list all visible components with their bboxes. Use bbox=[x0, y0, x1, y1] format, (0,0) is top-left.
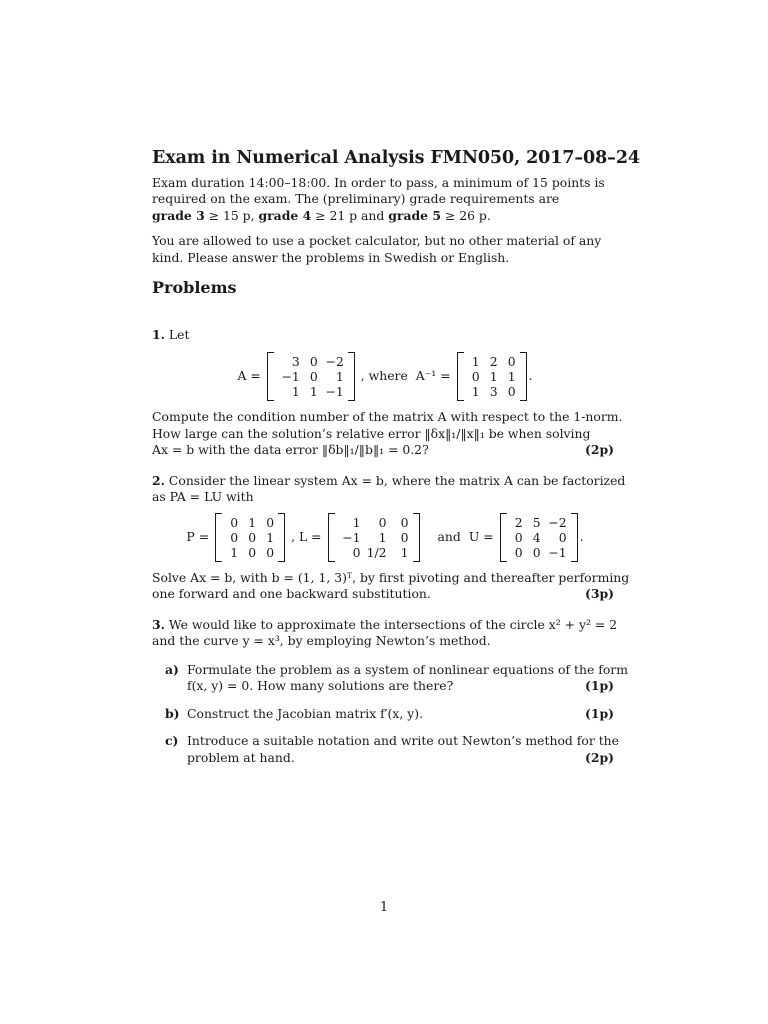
rules-line: kind. Please answer the problems in Swedish or English. bbox=[152, 249, 510, 265]
matrix-cell: 1 bbox=[230, 544, 239, 560]
matrix-cell: 0 bbox=[248, 544, 257, 560]
subproblem-tag: a) bbox=[165, 661, 179, 677]
and-text: and bbox=[437, 528, 461, 544]
matrix-cell: 1 bbox=[335, 369, 344, 384]
matrix-a-label: A = bbox=[237, 368, 261, 384]
problem-number: 1. bbox=[152, 326, 165, 342]
matrix-cell: 0 bbox=[248, 529, 257, 545]
problem-text: as PA = LU with bbox=[152, 489, 254, 504]
matrix-p bbox=[215, 513, 285, 562]
matrix-cell: 0 bbox=[230, 529, 239, 545]
problem-number: 3. bbox=[152, 616, 165, 632]
matrix-cell: −2 bbox=[325, 354, 344, 369]
grade-5-req: ≥ 26 p. bbox=[440, 207, 491, 223]
matrix-a bbox=[267, 352, 355, 401]
matrix-p-label: P = bbox=[186, 528, 210, 544]
problem-text: Ax = b with the data error ‖δb‖₁/‖b‖₁ = 0.2? bbox=[152, 442, 429, 457]
matrix-cell: 0 bbox=[378, 514, 387, 530]
matrix-cell: 1 bbox=[378, 529, 387, 545]
problem-2 bbox=[152, 472, 630, 603]
matrix-cell: 0 bbox=[230, 514, 239, 530]
matrix-u-label: U = bbox=[468, 528, 494, 544]
intro-line: required on the exam. The (preliminary) grade requirements are bbox=[152, 191, 560, 206]
matrix-cell: 1 bbox=[248, 514, 257, 530]
subproblem-a bbox=[152, 661, 628, 695]
problem-text: Consider the linear system Ax = b, where the matrix A can be factorized bbox=[168, 472, 626, 488]
intro-line: Exam duration 14:00–18:00. In order to pass, a minimum of 15 points is bbox=[152, 174, 605, 190]
matrix-cell: −2 bbox=[548, 514, 567, 530]
exam-page bbox=[152, 148, 640, 766]
grade-3-label: grade 3 bbox=[152, 207, 205, 223]
equation-row bbox=[152, 513, 614, 562]
matrix-cell: 0 bbox=[514, 544, 523, 560]
matrix-cell: 2 bbox=[514, 514, 523, 530]
points-label: (1p) bbox=[584, 678, 614, 693]
subproblem-text: problem at hand. bbox=[187, 749, 295, 765]
problem-1 bbox=[152, 326, 623, 459]
rules-paragraph bbox=[152, 233, 614, 266]
subproblem-tag: b) bbox=[165, 705, 180, 721]
problem-text: one forward and one backward substitution. bbox=[152, 586, 431, 601]
subproblem-tag: c) bbox=[165, 733, 179, 748]
equation-end: . bbox=[579, 528, 584, 544]
matrix-cell: 0 bbox=[309, 354, 318, 369]
problem-text: Compute the condition number of the matrix A with respect to the 1-norm. bbox=[152, 409, 623, 424]
matrix-l-label: , L = bbox=[291, 528, 322, 544]
subproblem-c bbox=[152, 733, 619, 766]
matrix-cell: 0 bbox=[471, 369, 480, 384]
matrix-cell: −1 bbox=[548, 544, 567, 560]
equation-end: . bbox=[528, 368, 533, 384]
matrix-cell: 1 bbox=[352, 514, 361, 530]
matrix-cell: 0 bbox=[558, 529, 567, 545]
section-title: Problems bbox=[152, 278, 237, 297]
rules-line: You are allowed to use a pocket calculator, but no other material of any bbox=[152, 233, 602, 248]
grade-5-label: grade 5 bbox=[388, 207, 441, 223]
matrix-cell: 1 bbox=[471, 354, 480, 369]
matrix-u bbox=[500, 513, 578, 562]
intro-paragraph bbox=[152, 175, 614, 225]
matrix-cell: 1 bbox=[507, 369, 516, 384]
equation-row bbox=[152, 352, 614, 401]
matrix-cell: 0 bbox=[507, 384, 516, 399]
matrix-cell: 0 bbox=[507, 354, 516, 369]
matrix-cell: 0 bbox=[400, 529, 409, 545]
subproblem-text: Construct the Jacobian matrix f′(x, y). bbox=[187, 705, 424, 721]
page-number: 1 bbox=[379, 900, 389, 915]
matrix-cell: −1 bbox=[281, 369, 300, 384]
matrix-cell: 1 bbox=[489, 369, 498, 384]
matrix-cell: −1 bbox=[342, 529, 361, 545]
matrix-cell: 0 bbox=[352, 544, 361, 560]
grade-4-req: ≥ 21 p and bbox=[311, 207, 389, 223]
matrix-cell: 1/2 bbox=[366, 544, 387, 560]
matrix-cell: 0 bbox=[266, 544, 275, 560]
matrix-cell: 1 bbox=[400, 544, 409, 560]
grade-4-label: grade 4 bbox=[258, 207, 312, 223]
problem-lead: Let bbox=[168, 326, 190, 342]
matrix-cell: 1 bbox=[266, 529, 275, 545]
matrix-l bbox=[328, 513, 420, 562]
matrix-a-inverse-label: A⁻¹ = bbox=[415, 368, 451, 384]
points-label: (2p) bbox=[584, 749, 614, 765]
subproblem-text: Introduce a suitable notation and write out Newton’s method for the bbox=[187, 733, 619, 748]
matrix-cell: 1 bbox=[291, 384, 300, 399]
matrix-cell: 1 bbox=[471, 384, 480, 399]
matrix-cell: 4 bbox=[532, 529, 541, 545]
matrix-cell: −1 bbox=[325, 384, 344, 399]
subproblem-list bbox=[152, 661, 628, 767]
problem-text: and the curve y = x³, by employing Newton’s method. bbox=[152, 633, 491, 648]
exam-title: Exam in Numerical Analysis FMN050, 2017–08–24 bbox=[152, 148, 640, 168]
grade-requirements bbox=[152, 208, 614, 225]
matrix-cell: 2 bbox=[489, 354, 498, 369]
matrix-cell: 3 bbox=[489, 384, 498, 399]
points-label: (3p) bbox=[584, 586, 614, 601]
problem-3 bbox=[152, 616, 628, 767]
matrix-cell: 5 bbox=[532, 514, 541, 530]
matrix-cell: 1 bbox=[309, 384, 318, 399]
subproblem-text: f(x, y) = 0. How many solutions are there? bbox=[187, 678, 454, 693]
problem-text: How large can the solution’s relative error ‖δx‖₁/‖x‖₁ be when solving bbox=[152, 425, 591, 441]
subproblem-text: Formulate the problem as a system of nonlinear equations of the form bbox=[187, 661, 628, 677]
matrix-cell: 0 bbox=[309, 369, 318, 384]
problem-number: 2. bbox=[152, 472, 165, 488]
grade-3-req: ≥ 15 p, bbox=[204, 207, 259, 223]
matrix-cell: 0 bbox=[266, 514, 275, 530]
where-text: , where bbox=[360, 368, 408, 384]
points-label: (1p) bbox=[584, 705, 614, 721]
matrix-cell: 0 bbox=[532, 544, 541, 560]
matrix-cell: 0 bbox=[400, 514, 409, 530]
matrix-cell: 0 bbox=[514, 529, 523, 545]
subproblem-b bbox=[152, 706, 614, 723]
points-label: (2p) bbox=[584, 442, 614, 457]
matrix-a-inverse bbox=[457, 352, 527, 401]
problem-text: We would like to approximate the intersections of the circle x² + y² = 2 bbox=[168, 616, 618, 632]
problem-text: Solve Ax = b, with b = (1, 1, 3)ᵀ, by first pivoting and thereafter performing bbox=[152, 569, 630, 585]
matrix-cell: 3 bbox=[291, 354, 300, 369]
